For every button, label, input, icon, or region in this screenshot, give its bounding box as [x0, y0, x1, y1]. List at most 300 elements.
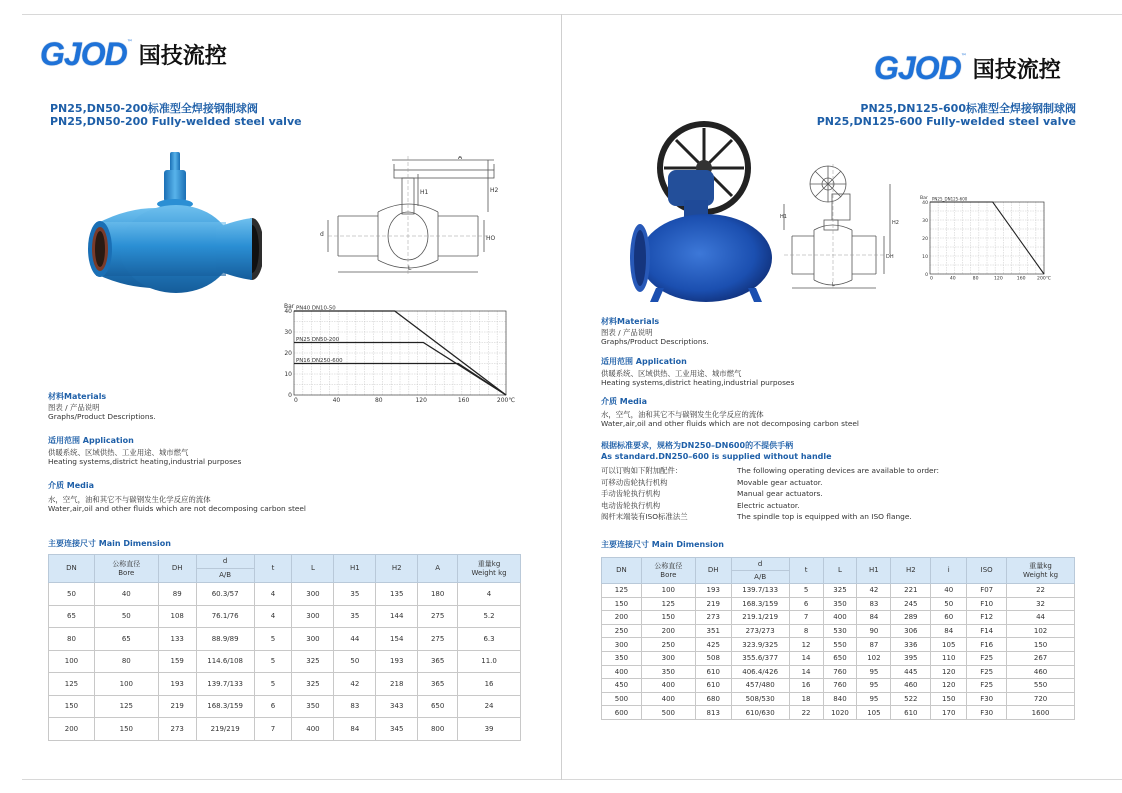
table-cell: 87: [857, 638, 891, 652]
table-cell: 350: [602, 651, 642, 665]
header-weight-cn: 重量kg: [1029, 561, 1052, 570]
application-text: [601, 369, 794, 387]
table-cell: 80: [94, 650, 158, 673]
materials-title: 材料Materials: [48, 392, 107, 401]
option-cn: 电动齿轮执行机构: [601, 500, 661, 510]
table-cell: 22: [1007, 584, 1075, 598]
left-page: [22, 14, 560, 780]
dimension-drawing: [780, 164, 904, 292]
table-cell: F12: [967, 611, 1007, 625]
table-cell: 500: [602, 692, 642, 706]
table-cell: 40: [94, 583, 158, 606]
dimension-table-right: [601, 557, 1075, 720]
table-cell: 193: [376, 650, 418, 673]
table-cell: 50: [931, 597, 967, 611]
table-cell: 813: [695, 706, 731, 720]
table-cell: 35: [334, 605, 376, 628]
header-ab: A/B: [731, 571, 789, 584]
table-cell: 24: [458, 695, 521, 718]
logo-brand: GJOD: [874, 50, 961, 86]
table-cell: F30: [967, 692, 1007, 706]
label-dh: DH: [886, 254, 894, 260]
table-cell: F07: [967, 584, 1007, 598]
table-cell: 139.7/133: [731, 584, 789, 598]
y-tick-label: 0: [925, 273, 928, 278]
table-row: [602, 624, 1075, 638]
x-tick-label: 200℃: [496, 397, 516, 404]
table-cell: 42: [334, 673, 376, 696]
table-cell: 351: [695, 624, 731, 638]
table-cell: 5: [789, 584, 823, 598]
table-cell: 42: [857, 584, 891, 598]
header-dh: DH: [695, 558, 731, 584]
valve-photo: [624, 120, 784, 302]
y-tick-label: 10: [922, 255, 928, 260]
media-line-en: Water,air,oil and other fluids which are not decomposing carbon steel: [48, 504, 306, 513]
header-d: d: [731, 558, 789, 571]
table-cell: 522: [891, 692, 931, 706]
table-cell: 7: [789, 611, 823, 625]
table-cell: 95: [857, 665, 891, 679]
table-cell: 125: [602, 584, 642, 598]
table-cell: 273/273: [731, 624, 789, 638]
table-row: [602, 706, 1075, 720]
header-bore: [94, 555, 158, 583]
table-cell: 105: [857, 706, 891, 720]
table-cell: 1600: [1007, 706, 1075, 720]
label-a: A: [458, 156, 463, 161]
table-cell: 16: [789, 679, 823, 693]
table-cell: 760: [823, 665, 857, 679]
valve-photo: [66, 152, 262, 294]
table-cell: 460: [891, 679, 931, 693]
table-cell: 168.3/159: [196, 695, 254, 718]
table-cell: 219: [158, 695, 196, 718]
media-line-cn: 水，空气，油和其它不与碳钢发生化学反应的流体: [48, 495, 211, 504]
table-cell: 22: [789, 706, 823, 720]
table-cell: 218: [376, 673, 418, 696]
header-dn: DN: [602, 558, 642, 584]
header-weight-en: Weight kg: [1023, 570, 1059, 579]
page-title: [817, 102, 1076, 128]
application-line-cn: 供暖系统、区域供热、工业用途、城市燃气: [601, 369, 742, 378]
table-cell: 84: [334, 718, 376, 741]
table-cell: 100: [641, 584, 695, 598]
table-cell: 250: [641, 638, 695, 652]
header-bore-en: Bore: [118, 568, 135, 577]
table-cell: 425: [695, 638, 731, 652]
table-cell: 355.6/377: [731, 651, 789, 665]
y-tick-label: 10: [284, 371, 292, 378]
table-cell: 245: [891, 597, 931, 611]
table-cell: 50: [334, 650, 376, 673]
header-weight: [1007, 558, 1075, 584]
company-logo: [874, 50, 1061, 87]
table-cell: 300: [602, 638, 642, 652]
y-tick-label: 20: [284, 350, 292, 357]
table-cell: 395: [891, 651, 931, 665]
table-cell: F25: [967, 679, 1007, 693]
table-cell: 83: [857, 597, 891, 611]
table-cell: 840: [823, 692, 857, 706]
header-i: i: [931, 558, 967, 584]
table-cell: 200: [49, 718, 95, 741]
table-cell: 180: [418, 583, 458, 606]
table-row: [602, 584, 1075, 598]
options-list: [601, 465, 1021, 525]
table-cell: 219.1/219: [731, 611, 789, 625]
option-en: The spindle top is equipped with an ISO flange.: [737, 512, 912, 521]
table-cell: 110: [931, 651, 967, 665]
x-tick-label: 80: [972, 276, 979, 282]
table-row: [49, 650, 521, 673]
materials-line-cn: 图表 / 产品说明: [48, 403, 100, 412]
table-cell: 610: [891, 706, 931, 720]
table-cell: 343: [376, 695, 418, 718]
table-cell: 610: [695, 665, 731, 679]
x-tick-label: 40: [949, 276, 956, 282]
table-cell: 8: [789, 624, 823, 638]
table-cell: 400: [292, 718, 334, 741]
table-cell: 60: [931, 611, 967, 625]
table-cell: 5: [254, 673, 292, 696]
table-row: [602, 638, 1075, 652]
standard-note: [601, 440, 832, 462]
header-bore-en: Bore: [660, 570, 677, 579]
table-cell: 150: [602, 597, 642, 611]
table-cell: 300: [292, 628, 334, 651]
table-cell: F10: [967, 597, 1007, 611]
series-label: PN25 DN50-200: [296, 337, 340, 343]
application-title: 适用范围 Application: [48, 436, 134, 445]
trademark-mark: ™: [960, 53, 967, 60]
header-dn: DN: [49, 555, 95, 583]
media-title: 介质 Media: [48, 481, 95, 490]
table-cell: 345: [376, 718, 418, 741]
table-cell: 150: [94, 718, 158, 741]
right-page: [561, 14, 1122, 780]
table-cell: 400: [641, 679, 695, 693]
table-cell: 154: [376, 628, 418, 651]
table-cell: 1020: [823, 706, 857, 720]
table-cell: F25: [967, 665, 1007, 679]
table-cell: 32: [1007, 597, 1075, 611]
y-tick-label: 40: [922, 201, 928, 206]
header-l: L: [823, 558, 857, 584]
y-tick-label: 30: [922, 219, 928, 224]
dimension-table-left: [48, 554, 521, 741]
table-cell: 610/630: [731, 706, 789, 720]
table-cell: 144: [376, 605, 418, 628]
table-cell: 84: [931, 624, 967, 638]
table-cell: 11.0: [458, 650, 521, 673]
table-row: [602, 651, 1075, 665]
table-cell: 650: [418, 695, 458, 718]
table-cell: 95: [857, 679, 891, 693]
header-h1: H1: [334, 555, 376, 583]
table-cell: 6.3: [458, 628, 521, 651]
table-row: [602, 597, 1075, 611]
application-text: [48, 448, 241, 466]
y-tick-label: 40: [284, 308, 292, 315]
pressure-temperature-chart-left: [276, 297, 516, 409]
materials-text: [601, 328, 709, 346]
table-cell: 275: [418, 605, 458, 628]
media-title: 介质 Media: [601, 397, 648, 406]
label-l: L: [832, 282, 835, 288]
application-line-en: Heating systems,district heating,industrial purposes: [601, 378, 795, 387]
materials-line-en: Graphs/Product Descriptions.: [48, 412, 156, 421]
table-cell: F25: [967, 651, 1007, 665]
table-row: [49, 718, 521, 741]
table-cell: F30: [967, 706, 1007, 720]
table-cell: 406.4/426: [731, 665, 789, 679]
table-row: [49, 673, 521, 696]
header-iso: ISO: [967, 558, 1007, 584]
table-cell: 88.9/89: [196, 628, 254, 651]
table-cell: 460: [1007, 665, 1075, 679]
table-cell: 40: [931, 584, 967, 598]
table-cell: 267: [1007, 651, 1075, 665]
option-en: Electric actuator.: [737, 500, 800, 510]
table-row: [602, 611, 1075, 625]
table-cell: 200: [641, 624, 695, 638]
table-cell: 76.1/76: [196, 605, 254, 628]
table-cell: 193: [695, 584, 731, 598]
table-cell: 350: [292, 695, 334, 718]
media-line-cn: 水，空气，油和其它不与碳钢发生化学反应的流体: [601, 410, 764, 419]
table-cell: 300: [641, 651, 695, 665]
table-row: [49, 583, 521, 606]
table-cell: 105: [931, 638, 967, 652]
label-h2: H2: [892, 220, 899, 226]
table-cell: 273: [695, 611, 731, 625]
table-cell: 350: [641, 665, 695, 679]
table-cell: 60.3/57: [196, 583, 254, 606]
table-cell: 102: [857, 651, 891, 665]
table-cell: 508: [695, 651, 731, 665]
standard-note-cn: 根据标准要求，规格为DN250–DN600的不提供手柄: [601, 441, 794, 450]
table-cell: 610: [695, 679, 731, 693]
table-cell: 336: [891, 638, 931, 652]
table-cell: 150: [641, 611, 695, 625]
header-h2: H2: [376, 555, 418, 583]
label-h2: H2: [490, 187, 498, 194]
media-text: [601, 410, 859, 428]
title-cn: PN25,DN50-200标准型全焊接钢制球阀: [50, 102, 258, 115]
table-cell: 200: [602, 611, 642, 625]
table-cell: 100: [49, 650, 95, 673]
table-cell: 89: [158, 583, 196, 606]
header-h1: H1: [857, 558, 891, 584]
table-cell: 50: [49, 583, 95, 606]
header-weight-cn: 重量kg: [477, 559, 501, 568]
table-title: 主要连接尺寸 Main Dimension: [601, 540, 724, 549]
table-cell: 83: [334, 695, 376, 718]
trademark-mark: ™: [126, 39, 133, 46]
table-cell: 16: [458, 673, 521, 696]
x-tick-label: 120: [994, 276, 1003, 282]
media-line-en: Water,air,oil and other fluids which are not decomposing carbon steel: [601, 419, 859, 428]
table-cell: 600: [602, 706, 642, 720]
table-cell: 325: [292, 673, 334, 696]
table-cell: 120: [931, 665, 967, 679]
table-cell: 125: [94, 695, 158, 718]
option-en: Manual gear actuators.: [737, 489, 823, 498]
table-cell: 65: [49, 605, 95, 628]
table-row: [49, 605, 521, 628]
table-cell: 4: [458, 583, 521, 606]
y-tick-label: 20: [922, 237, 928, 242]
table-cell: 550: [1007, 679, 1075, 693]
table-cell: 500: [641, 706, 695, 720]
header-dh: DH: [158, 555, 196, 583]
header-h2: H2: [891, 558, 931, 584]
option-en: Movable gear actuator.: [737, 477, 823, 487]
standard-note-en: As standard.DN250–600 is supplied without handle: [601, 452, 832, 461]
series-label: PN40 DN10-50: [296, 305, 336, 312]
table-cell: 300: [292, 583, 334, 606]
table-cell: 400: [641, 692, 695, 706]
header-bore-cn: 公称直径: [654, 561, 683, 570]
table-cell: 125: [49, 673, 95, 696]
materials-text: [48, 403, 156, 421]
title-en: PN25,DN125-600 Fully-welded steel valve: [816, 115, 1076, 128]
table-cell: F14: [967, 624, 1007, 638]
dimension-drawing: [318, 156, 498, 280]
table-cell: 39: [458, 718, 521, 741]
table-cell: 150: [931, 692, 967, 706]
table-cell: 6: [254, 695, 292, 718]
table-cell: 150: [49, 695, 95, 718]
option-cn: 阀杆末端装有ISO标准法兰: [601, 512, 688, 521]
label-ho: HO: [486, 235, 496, 242]
header-t: t: [254, 555, 292, 583]
x-tick-label: 200℃: [1037, 276, 1051, 282]
table-cell: 221: [891, 584, 931, 598]
series-label: PN16 DN250-600: [296, 358, 343, 364]
table-cell: 680: [695, 692, 731, 706]
table-cell: 12: [789, 638, 823, 652]
option-cn: 可以订购如下附加配件：: [601, 466, 683, 475]
table-cell: 6: [789, 597, 823, 611]
materials-line-en: Graphs/Product Descriptions.: [601, 337, 709, 346]
table-cell: 7: [254, 718, 292, 741]
table-row: [602, 665, 1075, 679]
table-cell: 365: [418, 673, 458, 696]
table-cell: 250: [602, 624, 642, 638]
table-cell: 508/530: [731, 692, 789, 706]
pressure-temperature-chart-right: [918, 192, 1058, 290]
application-line-cn: 供暖系统、区域供热、工业用途、城市燃气: [48, 448, 189, 457]
x-tick-label: 160: [1016, 276, 1026, 282]
y-axis-label: Bar: [284, 303, 295, 310]
table-cell: 44: [334, 628, 376, 651]
y-axis-label: Bar: [920, 196, 928, 201]
table-cell: 760: [823, 679, 857, 693]
table-cell: 102: [1007, 624, 1075, 638]
y-tick-label: 0: [288, 392, 292, 399]
table-cell: 325: [823, 584, 857, 598]
label-d: d: [320, 231, 324, 238]
media-text: [48, 495, 306, 513]
table-cell: 325: [292, 650, 334, 673]
header-d: d: [196, 555, 254, 569]
application-title: 适用范围 Application: [601, 357, 687, 366]
logo-cn: 国技流控: [972, 58, 1061, 83]
table-cell: 219: [695, 597, 731, 611]
table-cell: 150: [1007, 638, 1075, 652]
table-cell: 44: [1007, 611, 1075, 625]
table-cell: 114.6/108: [196, 650, 254, 673]
table-cell: 90: [857, 624, 891, 638]
table-cell: 65: [94, 628, 158, 651]
table-row: [602, 692, 1075, 706]
header-weight-en: Weight kg: [471, 568, 507, 577]
option-en: The following operating devices are available to order:: [737, 466, 939, 475]
table-cell: 800: [418, 718, 458, 741]
materials-title: 材料Materials: [601, 317, 660, 326]
label-h1: H1: [420, 189, 429, 196]
table-cell: 306: [891, 624, 931, 638]
table-cell: 323.9/325: [731, 638, 789, 652]
table-cell: 273: [158, 718, 196, 741]
logo-brand: GJOD: [40, 36, 127, 72]
option-cn: 可移动齿轮执行机构: [601, 477, 668, 487]
header-bore-cn: 公称直径: [112, 559, 141, 568]
table-cell: 275: [418, 628, 458, 651]
table-cell: 95: [857, 692, 891, 706]
series-label: PN25_DN125-600: [932, 196, 968, 202]
table-cell: 35: [334, 583, 376, 606]
table-cell: 5: [254, 628, 292, 651]
table-cell: 14: [789, 651, 823, 665]
table-row: [602, 679, 1075, 693]
header-ab: A/B: [196, 569, 254, 583]
table-cell: 125: [641, 597, 695, 611]
table-cell: 720: [1007, 692, 1075, 706]
table-cell: 18: [789, 692, 823, 706]
table-cell: 219/219: [196, 718, 254, 741]
table-cell: 530: [823, 624, 857, 638]
table-cell: 193: [158, 673, 196, 696]
x-tick-label: 160: [457, 397, 470, 404]
y-tick-label: 30: [284, 329, 292, 336]
table-cell: 5: [254, 650, 292, 673]
materials-line-cn: 图表 / 产品说明: [601, 328, 653, 337]
x-tick-label: 40: [332, 397, 341, 404]
table-cell: 450: [602, 679, 642, 693]
table-row: [49, 695, 521, 718]
table-cell: 80: [49, 628, 95, 651]
x-tick-label: 120: [415, 397, 427, 404]
logo-cn: 国技流控: [138, 44, 227, 69]
table-row: [49, 628, 521, 651]
x-tick-label: 0: [930, 276, 933, 282]
table-cell: 170: [931, 706, 967, 720]
table-cell: 650: [823, 651, 857, 665]
table-cell: 108: [158, 605, 196, 628]
x-tick-label: 0: [294, 397, 298, 404]
header-l: L: [292, 555, 334, 583]
table-cell: 135: [376, 583, 418, 606]
header-a: A: [418, 555, 458, 583]
table-cell: 159: [158, 650, 196, 673]
x-tick-label: 80: [374, 397, 383, 404]
table-cell: 133: [158, 628, 196, 651]
table-cell: 5.2: [458, 605, 521, 628]
label-l: L: [408, 265, 412, 272]
